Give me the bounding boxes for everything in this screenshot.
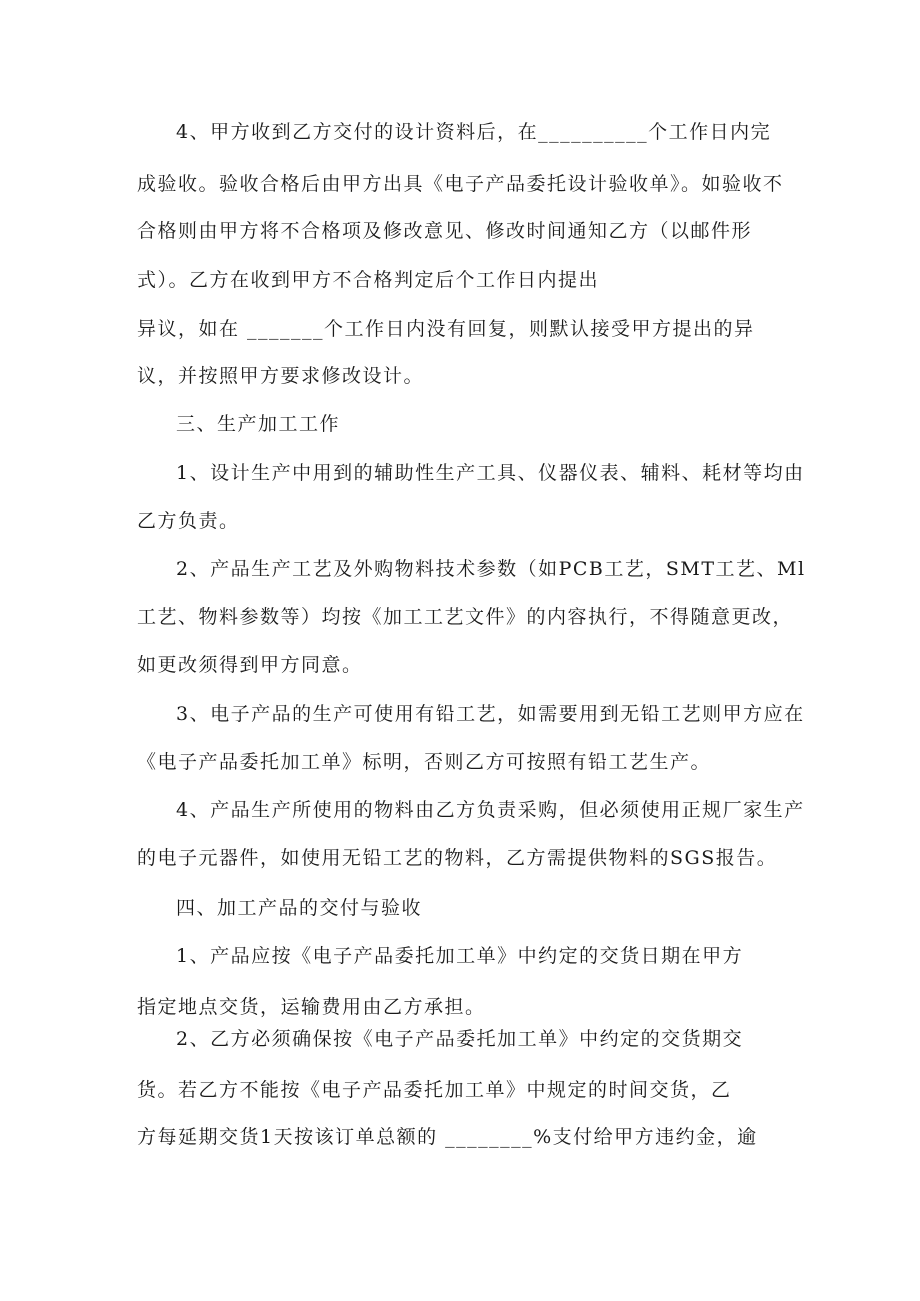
paragraph-line: 成验收。验收合格后由甲方出具《电子产品委托设计验收单》。如验收不 bbox=[137, 173, 784, 195]
section-heading: 三、生产加工工作 bbox=[176, 413, 341, 435]
paragraph-line: 3、电子产品的生产可使用有铅工艺，如需要用到无铅工艺则甲方应在 bbox=[176, 703, 805, 725]
paragraph-line: 货。若乙方不能按《电子产品委托加工单》中规定的时间交货，乙 bbox=[137, 1079, 732, 1101]
paragraph-line: 式）。乙方在收到甲方不合格判定后个工作日内提出 bbox=[137, 269, 600, 291]
paragraph-line: 4、甲方收到乙方交付的设计资料后，在__________个工作日内完 bbox=[176, 121, 772, 143]
paragraph-line: 的电子元器件，如使用无铅工艺的物料，乙方需提供物料的SGS报告。 bbox=[137, 847, 778, 869]
section-heading: 四、加工产品的交付与验收 bbox=[176, 897, 423, 919]
paragraph-line: 2、产品生产工艺及外购物料技术参数（如PCB工艺，SMT工艺、Ml bbox=[176, 558, 806, 580]
paragraph-line: 议，并按照甲方要求修改设计。 bbox=[137, 365, 425, 387]
paragraph-line: 1、产品应按《电子产品委托加工单》中约定的交货日期在甲方 bbox=[176, 945, 744, 967]
paragraph-line: 4、产品生产所使用的物料由乙方负责采购，但必须使用正规厂家生产 bbox=[176, 799, 805, 821]
paragraph-line: 合格则由甲方将不合格项及修改意见、修改时间通知乙方（以邮件形 bbox=[137, 220, 753, 242]
paragraph-line: 异议，如在 _______个工作日内没有回复，则默认接受甲方提出的异 bbox=[137, 318, 755, 340]
paragraph-line: 乙方负责。 bbox=[137, 510, 240, 532]
paragraph-line: 1、设计生产中用到的辅助性生产工具、仪器仪表、辅料、耗材等均由 bbox=[176, 462, 805, 484]
paragraph-line: 指定地点交货，运输费用由乙方承担。 bbox=[137, 996, 486, 1018]
paragraph-line: 方每延期交货1天按该订单总额的 ________%支付给甲方违约金，逾 bbox=[137, 1126, 758, 1148]
paragraph-line: 如更改须得到甲方同意。 bbox=[137, 654, 363, 676]
paragraph-line: 工艺、物料参数等）均按《加工工艺文件》的内容执行，不得随意更改， bbox=[137, 606, 794, 628]
paragraph-line: 《电子产品委托加工单》标明，否则乙方可按照有铅工艺生产。 bbox=[137, 751, 712, 773]
paragraph-line: 2、乙方必须确保按《电子产品委托加工单》中约定的交货期交 bbox=[176, 1028, 744, 1050]
